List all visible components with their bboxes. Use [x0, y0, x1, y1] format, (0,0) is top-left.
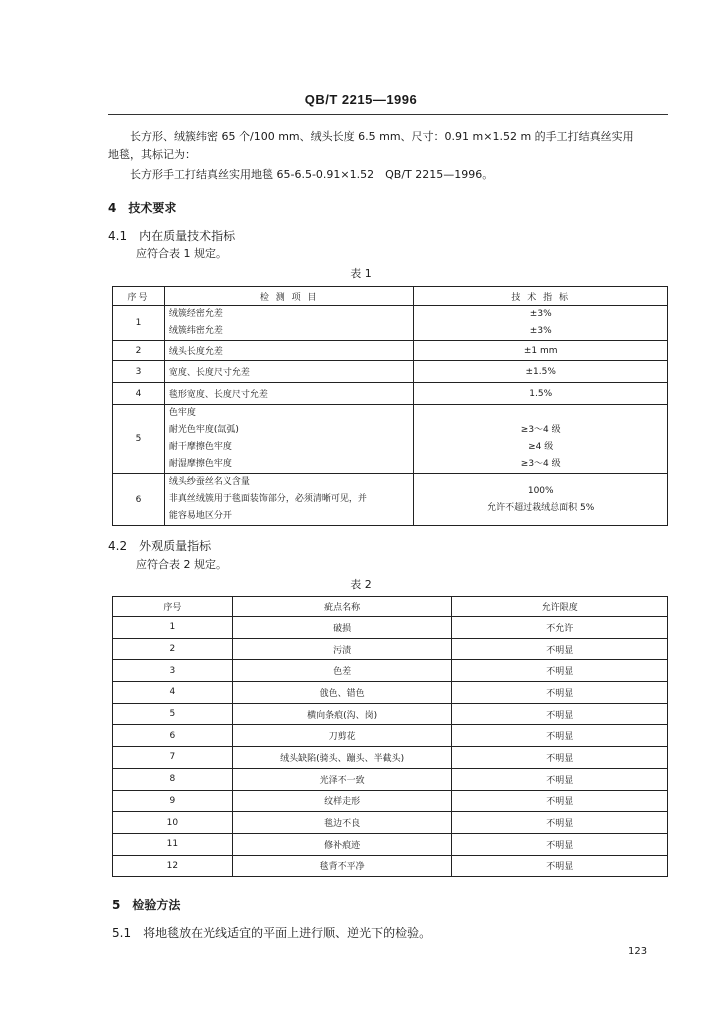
table-1-row-3-spec: ±1.5% [414, 361, 668, 383]
section-4-1-title: 4.1 内在质量技术指标 [108, 229, 236, 243]
table-2-row-1-no: 1 [113, 617, 233, 639]
table-2-row-2-name: 污渍 [232, 638, 452, 660]
table-1-row-1-item-1: 绒簇经密允差 [168, 309, 223, 319]
table-1-row-6-item-3: 能容易地区分开 [168, 511, 232, 521]
table-row [113, 617, 668, 639]
table-2-row-3-name: 色差 [232, 660, 452, 682]
table-2-row-12-no: 12 [113, 855, 233, 877]
table-1-row-5-item-2: 耐光色牢度(氙弧) [168, 425, 239, 435]
table-1-header-spec: 技 术 指 标 [414, 287, 668, 306]
table-2-row-6-no: 6 [113, 725, 233, 747]
section-5-title: 5 检验方法 [112, 898, 181, 912]
table-1-row-4-spec: 1.5% [414, 383, 668, 405]
table-1-row-4-item: 毯形宽度、长度尺寸允差 [164, 383, 414, 405]
table-row [113, 812, 668, 834]
table-row [113, 383, 668, 405]
table-row [113, 405, 668, 474]
table-1-header-row [113, 287, 668, 306]
table-2-row-9-no: 9 [113, 790, 233, 812]
table-1-row-5-item-3: 耐干摩擦色牢度 [168, 442, 232, 452]
table-2-header-limit: 允许限度 [452, 597, 668, 617]
table-2-row-11-name: 修补痕迹 [232, 833, 452, 855]
table-row [113, 306, 668, 341]
table-2-header-row [113, 597, 668, 617]
table-row [113, 747, 668, 769]
intro-line-2: 地毯，其标记为： [108, 148, 196, 161]
table-2-row-2-limit: 不明显 [452, 638, 668, 660]
table-2-row-8-limit: 不明显 [452, 768, 668, 790]
table-2-row-11-no: 11 [113, 833, 233, 855]
table-2-row-7-name: 绒头缺陷(骑头、蹦头、半截头) [232, 747, 452, 769]
table-1-row-5-item-4: 耐湿摩擦色牢度 [168, 459, 232, 469]
table-row [113, 768, 668, 790]
table-1-row-6-spec-2: 允许不超过栽绒总面积 5% [487, 502, 595, 513]
table-row [113, 341, 668, 361]
table-2-row-9-name: 纹样走形 [232, 790, 452, 812]
table-2-row-6-name: 刀剪花 [232, 725, 452, 747]
table-2 [112, 596, 668, 877]
table-2-row-4-limit: 不明显 [452, 682, 668, 704]
table-2-row-1-name: 破损 [232, 617, 452, 639]
table-1-row-5-spec-2: ≥4 级 [528, 442, 554, 452]
table-1-row-2-spec: ±1 mm [414, 341, 668, 361]
table-1-row-1-item-2: 绒簇纬密允差 [168, 326, 223, 336]
table-1-row-5-spec-3: ≥3～4 级 [520, 459, 561, 469]
page-number: 123 [628, 946, 648, 957]
intro-line-3: 长方形手工打结真丝实用地毯 65-6.5-0.91×1.52 QB/T 2215—1996。 [130, 168, 494, 181]
page-header-code: QB/T 2215—1996 [304, 92, 418, 107]
table-1-row-1-no: 1 [113, 306, 165, 341]
table-row [113, 790, 668, 812]
table-2-row-4-name: 戗色、错色 [232, 682, 452, 704]
table-2-row-10-no: 10 [113, 812, 233, 834]
section-4-1-text: 应符合表 1 规定。 [136, 247, 227, 260]
table-1-row-2-no: 2 [113, 341, 165, 361]
table-1-row-4-no: 4 [113, 383, 165, 405]
table-row [113, 660, 668, 682]
table-2-row-1-limit: 不允许 [452, 617, 668, 639]
table-1-row-2-item: 绒头长度允差 [164, 341, 414, 361]
table-row [113, 703, 668, 725]
table-2-row-2-no: 2 [113, 638, 233, 660]
table-2-row-3-no: 3 [113, 660, 233, 682]
table-2-row-9-limit: 不明显 [452, 790, 668, 812]
table-1-caption: 表 1 [350, 267, 372, 280]
table-2-row-3-limit: 不明显 [452, 660, 668, 682]
table-row [113, 682, 668, 704]
table-1-row-1-spec-2: ±3% [529, 326, 552, 336]
intro-line-1: 长方形、绒簇纬密 65 个/100 mm、绒头长度 6.5 mm、尺寸：0.91 m×1.52 m 的手工打结真丝实用 [130, 130, 634, 143]
table-2-row-12-limit: 不明显 [452, 855, 668, 877]
header-rule [108, 114, 668, 115]
table-2-row-7-limit: 不明显 [452, 747, 668, 769]
table-2-row-12-name: 毯背不平净 [232, 855, 452, 877]
table-2-header-no: 序号 [113, 597, 233, 617]
section-4-2-text: 应符合表 2 规定。 [136, 558, 227, 571]
table-2-row-4-no: 4 [113, 682, 233, 704]
table-2-row-5-limit: 不明显 [452, 703, 668, 725]
table-2-row-8-name: 光泽不一致 [232, 768, 452, 790]
table-1-row-6-no: 6 [113, 474, 165, 526]
table-row [113, 474, 668, 526]
table-row [113, 361, 668, 383]
table-2-row-5-name: 横向条痕(沟、岗) [232, 703, 452, 725]
table-2-row-10-limit: 不明显 [452, 812, 668, 834]
table-1-row-6-spec-1: 100% [527, 485, 554, 496]
table-2-header-name: 疵点名称 [232, 597, 452, 617]
section-4-2-title: 4.2 外观质量指标 [108, 539, 212, 553]
table-1-header-no: 序号 [113, 287, 165, 306]
table-1 [112, 286, 668, 526]
table-1-row-6-item-1: 绒头纱蚕丝名义含量 [168, 477, 250, 487]
table-1-row-3-item: 宽度、长度尺寸允差 [164, 361, 414, 383]
table-row [113, 855, 668, 877]
section-5-1-text: 5.1 将地毯放在光线适宜的平面上进行顺、逆光下的检验。 [112, 926, 432, 940]
section-4-title: 4 技术要求 [108, 201, 177, 215]
table-2-row-8-no: 8 [113, 768, 233, 790]
table-2-caption: 表 2 [350, 578, 372, 591]
table-2-row-5-no: 5 [113, 703, 233, 725]
table-row [113, 725, 668, 747]
table-1-row-3-no: 3 [113, 361, 165, 383]
table-2-row-10-name: 毯边不良 [232, 812, 452, 834]
table-row [113, 833, 668, 855]
table-2-row-6-limit: 不明显 [452, 725, 668, 747]
table-2-row-11-limit: 不明显 [452, 833, 668, 855]
table-1-row-6-item-2: 非真丝绒簇用于毯面装饰部分，必须清晰可见，并 [168, 494, 367, 504]
table-1-row-5-spec-1: ≥3～4 级 [520, 425, 561, 435]
table-row [113, 638, 668, 660]
table-1-row-5-item-1: 色牢度 [168, 408, 196, 418]
table-2-row-7-no: 7 [113, 747, 233, 769]
table-1-row-1-spec-1: ±3% [529, 309, 552, 319]
table-1-header-item: 检 测 项 目 [164, 287, 414, 306]
table-1-row-5-no: 5 [113, 405, 165, 474]
